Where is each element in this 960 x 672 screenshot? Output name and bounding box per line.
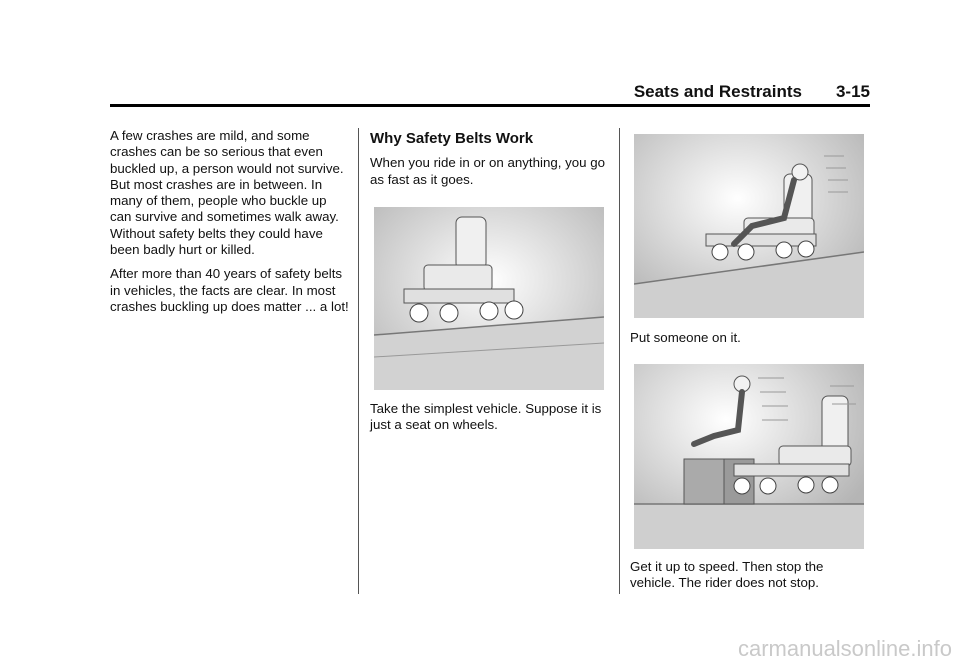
paragraph: After more than 40 years of safety belts in vehicles, the facts are clear. In most crashes buckling up does matter ... a lot! [110, 266, 349, 314]
figure-seat-on-wheels [374, 207, 604, 390]
column-1 [110, 128, 350, 323]
watermark: carmanualsonline.info [737, 636, 952, 661]
figure-caption: Get it up to speed. Then stop the vehicle. The rider does not stop. [630, 559, 824, 591]
paragraph: When you ride in or on anything, you go as fast as it goes. [370, 155, 606, 187]
page-header [110, 82, 870, 107]
figure-caption: Put someone on it. [630, 330, 741, 345]
figure-rider-stops [634, 364, 864, 549]
page-number: 3-15 [835, 82, 870, 101]
column-divider [358, 128, 359, 594]
figure-rider-seated [634, 134, 864, 318]
column-divider [619, 128, 620, 594]
section-heading: Why Safety Belts Work [370, 130, 534, 147]
paragraph: A few crashes are mild, and some crashes can be so serious that even buckled up, a person would not survive. But most crashes are in between. In many of them, people who buckle up can survive and sometimes walk away. Without safety belts they could have been badly hurt or killed. [110, 128, 344, 258]
figure-caption: Take the simplest vehicle. Suppose it is just a seat on wheels. [370, 401, 602, 433]
section-title: Seats and Restraints [633, 82, 802, 101]
column-2 [370, 128, 610, 196]
